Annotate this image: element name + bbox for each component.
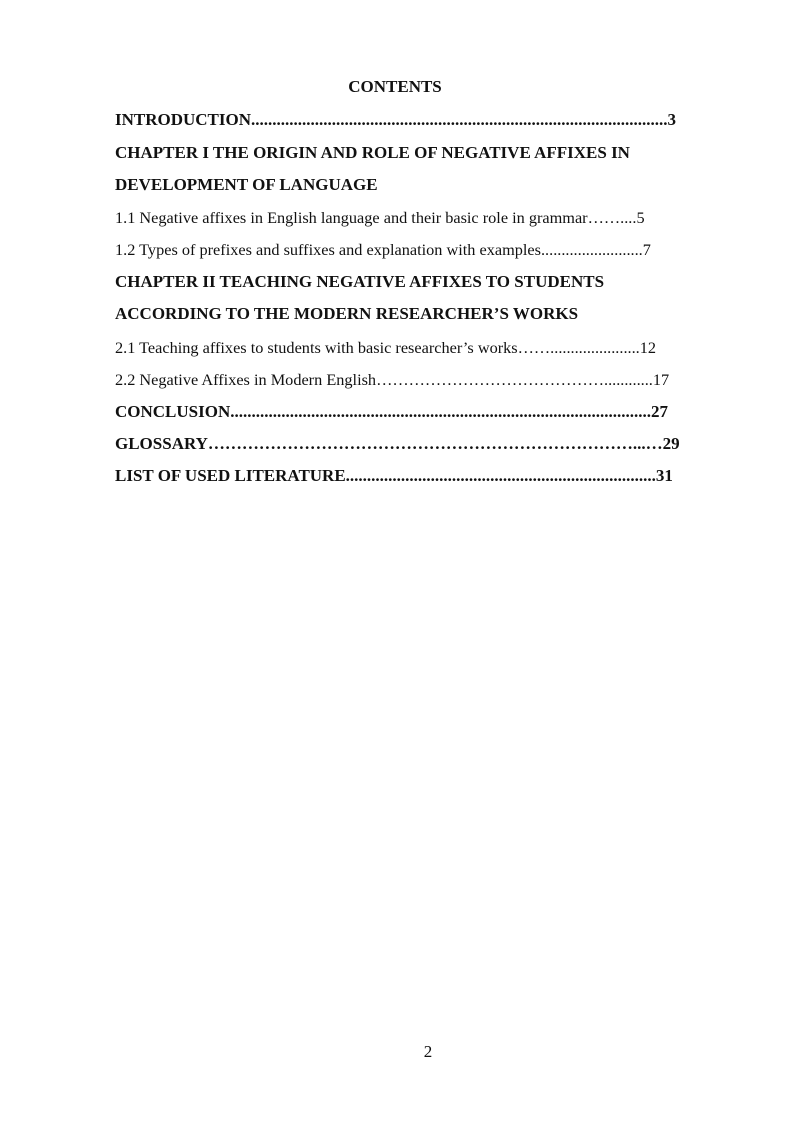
toc-entry-1-1: 1.1 Negative affixes in English language and their basic role in grammar……....5 — [115, 208, 645, 227]
toc-chapter-1-title-line-2: DEVELOPMENT OF LANGUAGE — [115, 175, 378, 194]
toc-entry-literature: LIST OF USED LITERATURE.........................................................................31 — [115, 466, 673, 485]
toc-entry-2-2: 2.2 Negative Affixes in Modern English……………………………………............17 — [115, 370, 670, 389]
toc-entry-conclusion: CONCLUSION...................................................................................................27 — [115, 402, 668, 421]
toc-entry-2-1: 2.1 Teaching affixes to students with basic researcher’s works……......................12 — [115, 338, 657, 357]
page-number: 2 — [423, 1042, 433, 1061]
contents-title: CONTENTS — [348, 77, 442, 96]
toc-chapter-1-title-line-1: CHAPTER I THE ORIGIN AND ROLE OF NEGATIVE AFFIXES IN — [115, 143, 630, 162]
toc-chapter-2-title-line-1: CHAPTER II TEACHING NEGATIVE AFFIXES TO STUDENTS — [115, 272, 605, 291]
toc-entry-1-2: 1.2 Types of prefixes and suffixes and explanation with examples.........................7 — [115, 240, 651, 259]
toc-chapter-2-title-line-2: ACCORDING TO THE MODERN RESEARCHER’S WORKS — [115, 304, 579, 323]
toc-entry-introduction: INTRODUCTION..................................................................................................3 — [115, 110, 677, 129]
toc-entry-glossary: GLOSSARY…………………………………………………………………...…29 — [115, 434, 680, 453]
